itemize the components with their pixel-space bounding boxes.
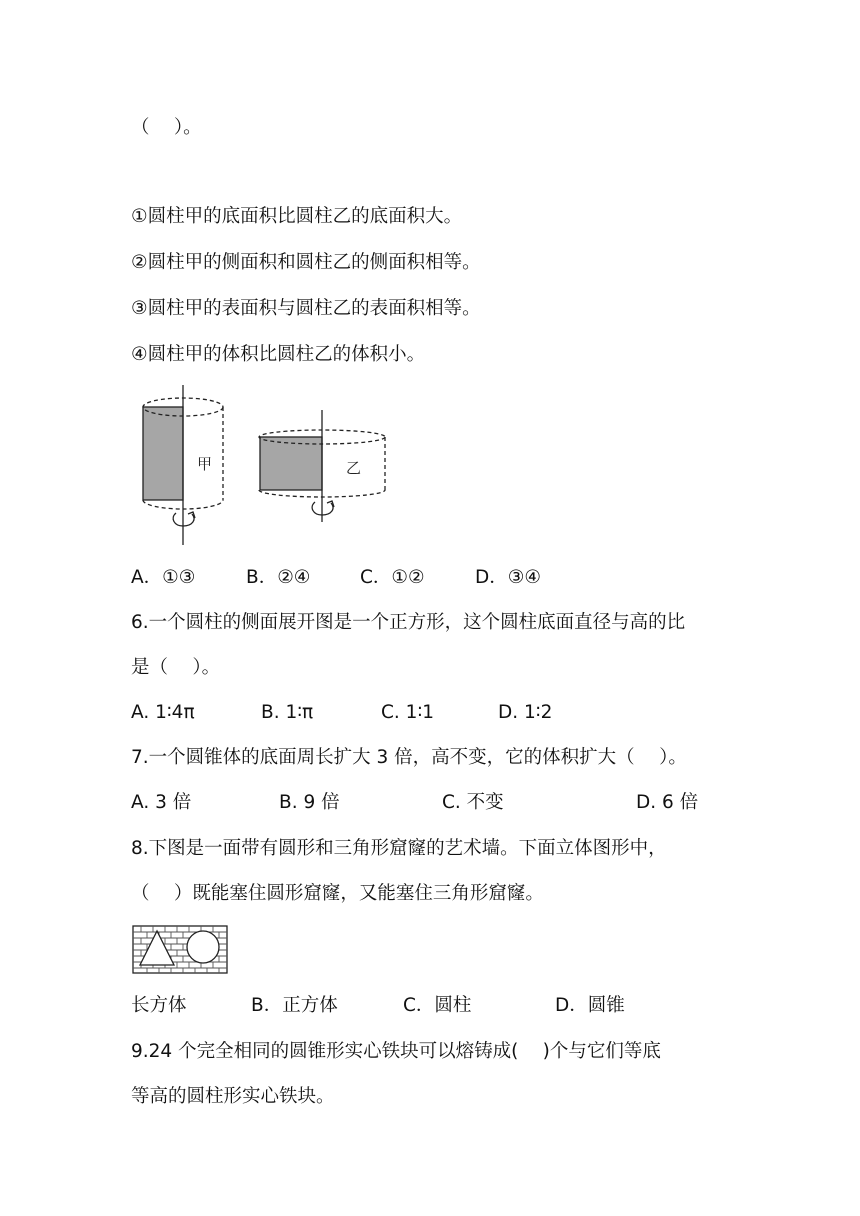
q5-stem-tail: （ ）。 xyxy=(131,117,202,138)
q8-stem-line2: （ ）既能塞住圆形窟窿，又能塞住三角形窟窿。 xyxy=(131,883,544,904)
q6-stem-line1: 6.一个圆柱的侧面展开图是一个正方形，这个圆柱底面直径与高的比 xyxy=(131,612,686,633)
q5-option-c[interactable]: C．①② xyxy=(360,567,425,588)
q8-stem-line1: 8.下图是一面带有圆形和三角形窟窿的艺术墙。下面立体图形中， xyxy=(131,838,667,859)
q6-option-c[interactable]: C. 1∶1 xyxy=(381,702,435,723)
q8-option-a[interactable]: 长方体 xyxy=(131,995,187,1016)
q5-statement-2: ②圆柱甲的侧面积和圆柱乙的侧面积相等。 xyxy=(131,252,481,273)
q6-option-b[interactable]: B. 1∶π xyxy=(261,702,314,723)
q7-option-d[interactable]: D. 6 倍 xyxy=(636,792,699,813)
q7-option-b[interactable]: B. 9 倍 xyxy=(279,792,340,813)
cylinder-yi-rectangle xyxy=(260,437,322,490)
q8-option-d[interactable]: D．圆锥 xyxy=(555,995,625,1016)
art-wall-figure xyxy=(133,926,227,973)
q6-options xyxy=(0,700,860,726)
q5-options xyxy=(0,565,860,591)
q8-option-c[interactable]: C．圆柱 xyxy=(403,995,472,1016)
q5-statement-3: ③圆柱甲的表面积与圆柱乙的表面积相等。 xyxy=(131,298,481,319)
circle-hole xyxy=(187,931,219,963)
q6-option-a[interactable]: A. 1∶4π xyxy=(131,702,195,723)
q6-option-d[interactable]: D. 1∶2 xyxy=(498,702,553,723)
q5-statement-1: ①圆柱甲的底面积比圆柱乙的底面积大。 xyxy=(131,206,463,227)
q7-option-a[interactable]: A. 3 倍 xyxy=(131,792,192,813)
q7-options xyxy=(0,790,860,816)
q9-stem-line2: 等高的圆柱形实心铁块。 xyxy=(131,1086,335,1107)
q9-stem-line1: 9.24 个完全相同的圆锥形实心铁块可以熔铸成( )个与它们等底 xyxy=(131,1041,661,1062)
q5-option-b[interactable]: B．②④ xyxy=(246,567,311,588)
cylinder-jia-label: 甲 xyxy=(197,455,213,473)
q8-options xyxy=(0,993,860,1019)
cylinder-yi-label: 乙 xyxy=(346,459,362,477)
q5-option-a[interactable]: A．①③ xyxy=(131,567,196,588)
q7-option-c[interactable]: C. 不变 xyxy=(442,792,504,813)
q7-stem: 7.一个圆锥体的底面周长扩大 3 倍，高不变，它的体积扩大（ ）。 xyxy=(131,747,687,768)
q5-option-d[interactable]: D．③④ xyxy=(475,567,541,588)
q5-statement-4: ④圆柱甲的体积比圆柱乙的体积小。 xyxy=(131,344,426,365)
q6-stem-line2: 是（ ）。 xyxy=(131,657,221,678)
cylinder-jia-rectangle xyxy=(143,407,183,500)
q8-option-b[interactable]: B．正方体 xyxy=(251,995,338,1016)
cylinder-yi xyxy=(259,410,385,522)
